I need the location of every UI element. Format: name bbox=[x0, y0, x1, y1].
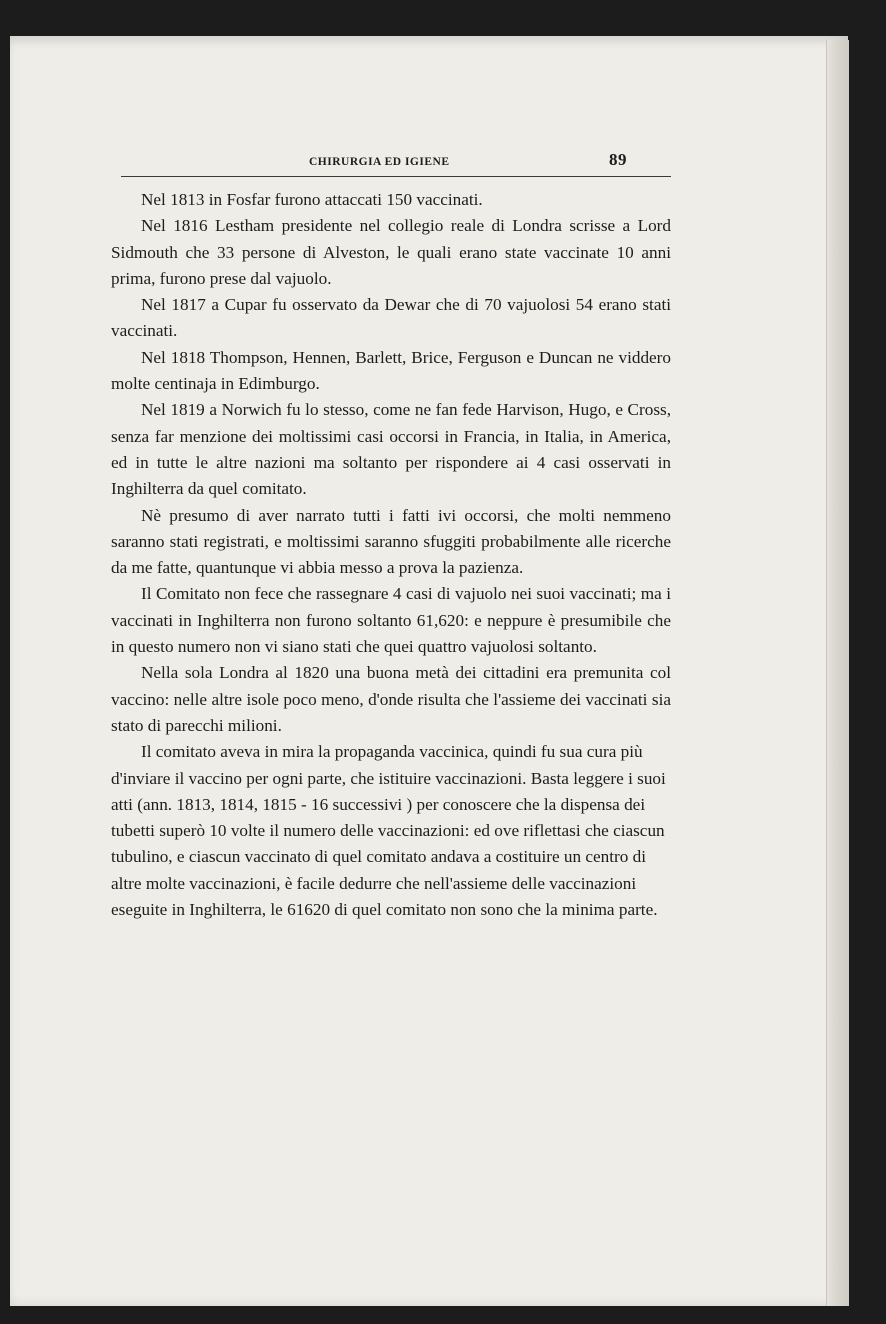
paragraph: Nel 1818 Thompson, Hennen, Barlett, Brice, Ferguson e Duncan ne viddero molte centinaja in Edimburgo. bbox=[111, 347, 671, 394]
paragraph: Il comitato aveva in mira la propaganda vaccinica, quindi fu sua cura più d'inviare il vaccino per ogni parte, che istituire vaccinazioni. Basta leggere i suoi atti (ann. 1813, 1814, 1815 - 16 successivi ) per conoscere che la dispensa dei tubetti superò 10 volte il numero delle vaccinazioni: ed ove riflettasi che ciascun tubulino, e ciascun vaccinato di quel comitato andava a costituire un centro di altre molte vaccinazioni, è facile dedurre che nell'assieme delle vaccinazioni eseguite in Inghilterra, le 61620 di quel comitato non sono che la minima parte. bbox=[111, 742, 666, 920]
header-rule bbox=[121, 176, 671, 177]
paragraph: Nel 1813 in Fosfar furono attaccati 150 vaccinati. bbox=[141, 190, 483, 209]
paragraph: Nel 1819 a Norwich fu lo stesso, come ne fan fede Harvison, Hugo, e Cross, senza far menzione dei moltissimi casi occorsi in Francia, in Italia, in America, ed in tutte le altre nazioni ma soltanto per rispondere ai 4 casi osservati in Inghilterra da quel comitato. bbox=[111, 400, 671, 499]
paragraph: Il Comitato non fece che rassegnare 4 casi di vajuolo nei suoi vaccinati; ma i vaccinati in Inghilterra non furono soltanto 61,620: e neppure è presumibile che in questo numero non vi siano stati che quei quattro vajuolosi soltanto. bbox=[111, 584, 671, 657]
paragraph: Nel 1816 Lestham presidente nel collegio reale di Londra scrisse a Lord Sidmouth che 33 persone di Alveston, le quali erano state vaccinate 10 anni prima, furono prese dal vajuolo. bbox=[111, 216, 671, 288]
page-header bbox=[111, 150, 671, 174]
text-block bbox=[111, 150, 671, 923]
page-number: 89 bbox=[609, 150, 627, 169]
running-head: CHIRURGIA ED IGIENE bbox=[309, 156, 450, 168]
page-edge bbox=[826, 40, 849, 1306]
paragraph: Nella sola Londra al 1820 una buona metà dei cittadini era premunita col vaccino: nelle altre isole poco meno, d'onde risulta che l'assieme dei vaccinati sia stato di parecchi milioni. bbox=[111, 663, 671, 735]
paragraph: Nè presumo di aver narrato tutti i fatti ivi occorsi, che molti nemmeno saranno stati registrati, e moltissimi saranno sfuggiti probabilmente alle ricerche da me fatte, quantunque vi abbia messo a prova la pazienza. bbox=[111, 505, 671, 578]
paragraph: Nel 1817 a Cupar fu osservato da Dewar che di 70 vajuolosi 54 erano stati vaccinati. bbox=[111, 295, 671, 341]
